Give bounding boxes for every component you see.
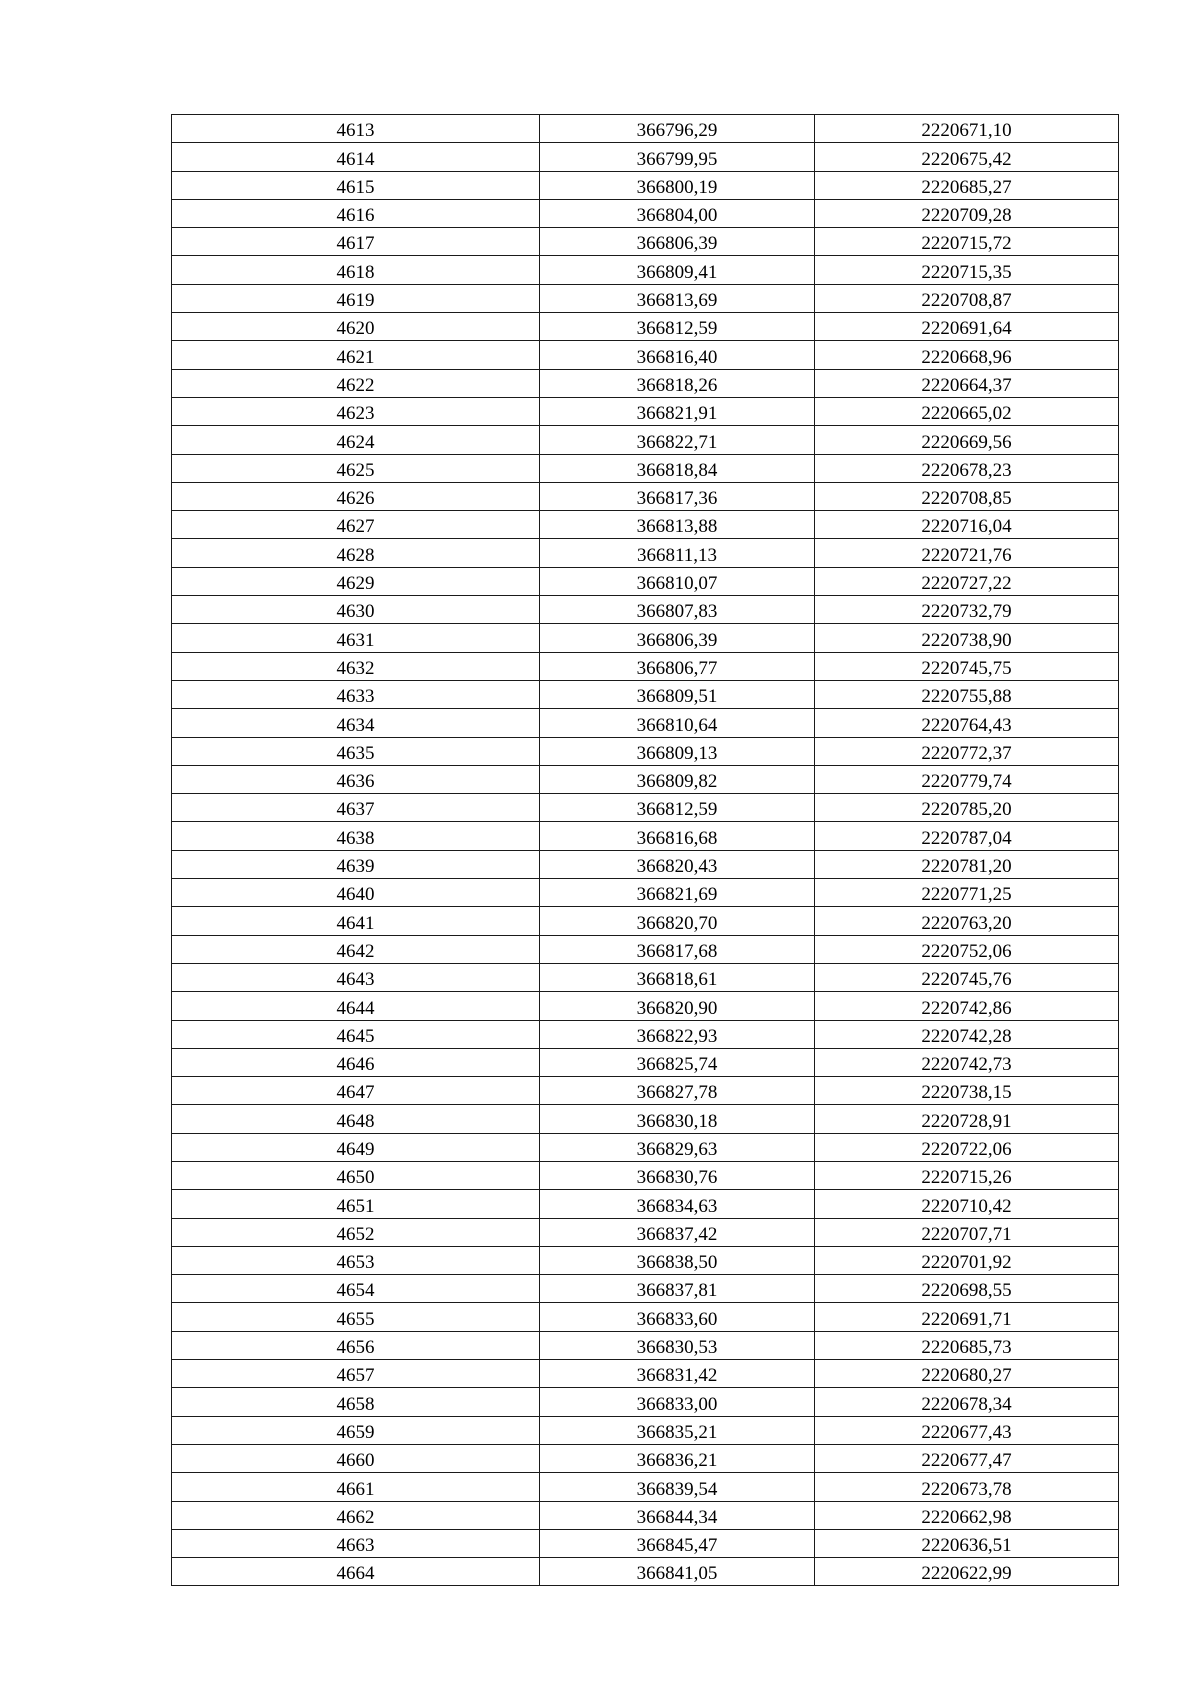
- y-coordinate-cell: 2220721,76: [815, 539, 1119, 567]
- table-row: [172, 680, 1119, 708]
- y-coordinate-cell: 2220677,43: [815, 1416, 1119, 1444]
- y-coordinate-cell: 2220742,86: [815, 992, 1119, 1020]
- point-number-cell: 4628: [172, 539, 540, 567]
- x-coordinate-cell: 366822,93: [540, 1020, 815, 1048]
- x-coordinate-cell: 366833,60: [540, 1303, 815, 1331]
- point-number-cell: 4657: [172, 1360, 540, 1388]
- point-number-cell: 4637: [172, 794, 540, 822]
- x-coordinate-cell: 366816,68: [540, 822, 815, 850]
- y-coordinate-cell: 2220716,04: [815, 511, 1119, 539]
- x-coordinate-cell: 366836,21: [540, 1444, 815, 1472]
- x-coordinate-cell: 366821,69: [540, 879, 815, 907]
- table-row: [172, 1444, 1119, 1472]
- table-row: [172, 1388, 1119, 1416]
- point-number-cell: 4622: [172, 369, 540, 397]
- table-row: [172, 1246, 1119, 1274]
- point-number-cell: 4629: [172, 567, 540, 595]
- table-row: [172, 1473, 1119, 1501]
- table-row: [172, 822, 1119, 850]
- point-number-cell: 4661: [172, 1473, 540, 1501]
- table-row: [172, 652, 1119, 680]
- table-row: [172, 539, 1119, 567]
- y-coordinate-cell: 2220727,22: [815, 567, 1119, 595]
- y-coordinate-cell: 2220664,37: [815, 369, 1119, 397]
- y-coordinate-cell: 2220701,92: [815, 1246, 1119, 1274]
- x-coordinate-cell: 366834,63: [540, 1190, 815, 1218]
- y-coordinate-cell: 2220708,85: [815, 482, 1119, 510]
- y-coordinate-cell: 2220709,28: [815, 199, 1119, 227]
- point-number-cell: 4638: [172, 822, 540, 850]
- table-row: [172, 341, 1119, 369]
- x-coordinate-cell: 366800,19: [540, 171, 815, 199]
- x-coordinate-cell: 366810,07: [540, 567, 815, 595]
- point-number-cell: 4615: [172, 171, 540, 199]
- point-number-cell: 4641: [172, 907, 540, 935]
- x-coordinate-cell: 366804,00: [540, 199, 815, 227]
- x-coordinate-cell: 366799,95: [540, 143, 815, 171]
- x-coordinate-cell: 366825,74: [540, 1048, 815, 1076]
- x-coordinate-cell: 366806,39: [540, 228, 815, 256]
- x-coordinate-cell: 366833,00: [540, 1388, 815, 1416]
- table-row: [172, 1048, 1119, 1076]
- point-number-cell: 4636: [172, 765, 540, 793]
- y-coordinate-cell: 2220742,73: [815, 1048, 1119, 1076]
- x-coordinate-cell: 366844,34: [540, 1501, 815, 1529]
- y-coordinate-cell: 2220685,27: [815, 171, 1119, 199]
- point-number-cell: 4639: [172, 850, 540, 878]
- y-coordinate-cell: 2220668,96: [815, 341, 1119, 369]
- y-coordinate-cell: 2220691,64: [815, 313, 1119, 341]
- x-coordinate-cell: 366821,91: [540, 397, 815, 425]
- table-row: [172, 1161, 1119, 1189]
- x-coordinate-cell: 366830,18: [540, 1105, 815, 1133]
- point-number-cell: 4660: [172, 1444, 540, 1472]
- point-number-cell: 4633: [172, 680, 540, 708]
- x-coordinate-cell: 366812,59: [540, 794, 815, 822]
- point-number-cell: 4658: [172, 1388, 540, 1416]
- y-coordinate-cell: 2220707,71: [815, 1218, 1119, 1246]
- x-coordinate-cell: 366820,90: [540, 992, 815, 1020]
- point-number-cell: 4634: [172, 709, 540, 737]
- y-coordinate-cell: 2220732,79: [815, 596, 1119, 624]
- point-number-cell: 4653: [172, 1246, 540, 1274]
- table-row: [172, 1077, 1119, 1105]
- point-number-cell: 4644: [172, 992, 540, 1020]
- x-coordinate-cell: 366835,21: [540, 1416, 815, 1444]
- table-row: [172, 1303, 1119, 1331]
- y-coordinate-cell: 2220678,23: [815, 454, 1119, 482]
- x-coordinate-cell: 366817,36: [540, 482, 815, 510]
- point-number-cell: 4623: [172, 397, 540, 425]
- x-coordinate-cell: 366827,78: [540, 1077, 815, 1105]
- x-coordinate-cell: 366837,42: [540, 1218, 815, 1246]
- x-coordinate-cell: 366820,43: [540, 850, 815, 878]
- x-coordinate-cell: 366806,77: [540, 652, 815, 680]
- x-coordinate-cell: 366809,82: [540, 765, 815, 793]
- y-coordinate-cell: 2220772,37: [815, 737, 1119, 765]
- x-coordinate-cell: 366811,13: [540, 539, 815, 567]
- point-number-cell: 4618: [172, 256, 540, 284]
- table-row: [172, 992, 1119, 1020]
- x-coordinate-cell: 366812,59: [540, 313, 815, 341]
- x-coordinate-cell: 366837,81: [540, 1275, 815, 1303]
- point-number-cell: 4619: [172, 284, 540, 312]
- table-row: [172, 143, 1119, 171]
- y-coordinate-cell: 2220671,10: [815, 115, 1119, 143]
- x-coordinate-cell: 366810,64: [540, 709, 815, 737]
- y-coordinate-cell: 2220665,02: [815, 397, 1119, 425]
- y-coordinate-cell: 2220715,72: [815, 228, 1119, 256]
- y-coordinate-cell: 2220742,28: [815, 1020, 1119, 1048]
- x-coordinate-cell: 366839,54: [540, 1473, 815, 1501]
- coordinates-table: [171, 114, 1119, 1586]
- table-row: [172, 737, 1119, 765]
- table-row: [172, 596, 1119, 624]
- x-coordinate-cell: 366838,50: [540, 1246, 815, 1274]
- table-row: [172, 1501, 1119, 1529]
- x-coordinate-cell: 366813,88: [540, 511, 815, 539]
- table-row: [172, 1416, 1119, 1444]
- y-coordinate-cell: 2220678,34: [815, 1388, 1119, 1416]
- x-coordinate-cell: 366817,68: [540, 935, 815, 963]
- point-number-cell: 4617: [172, 228, 540, 256]
- point-number-cell: 4631: [172, 624, 540, 652]
- y-coordinate-cell: 2220745,76: [815, 963, 1119, 991]
- x-coordinate-cell: 366809,51: [540, 680, 815, 708]
- table-row: [172, 1020, 1119, 1048]
- point-number-cell: 4614: [172, 143, 540, 171]
- x-coordinate-cell: 366841,05: [540, 1558, 815, 1586]
- table-row: [172, 794, 1119, 822]
- table-row: [172, 765, 1119, 793]
- point-number-cell: 4650: [172, 1161, 540, 1189]
- point-number-cell: 4625: [172, 454, 540, 482]
- point-number-cell: 4647: [172, 1077, 540, 1105]
- table-row: [172, 454, 1119, 482]
- y-coordinate-cell: 2220781,20: [815, 850, 1119, 878]
- y-coordinate-cell: 2220752,06: [815, 935, 1119, 963]
- table-row: [172, 1190, 1119, 1218]
- point-number-cell: 4624: [172, 426, 540, 454]
- point-number-cell: 4627: [172, 511, 540, 539]
- point-number-cell: 4663: [172, 1529, 540, 1557]
- point-number-cell: 4656: [172, 1331, 540, 1359]
- y-coordinate-cell: 2220708,87: [815, 284, 1119, 312]
- point-number-cell: 4613: [172, 115, 540, 143]
- point-number-cell: 4662: [172, 1501, 540, 1529]
- x-coordinate-cell: 366818,26: [540, 369, 815, 397]
- table-row: [172, 624, 1119, 652]
- x-coordinate-cell: 366830,53: [540, 1331, 815, 1359]
- x-coordinate-cell: 366813,69: [540, 284, 815, 312]
- table-row: [172, 228, 1119, 256]
- point-number-cell: 4632: [172, 652, 540, 680]
- point-number-cell: 4664: [172, 1558, 540, 1586]
- x-coordinate-cell: 366809,13: [540, 737, 815, 765]
- x-coordinate-cell: 366829,63: [540, 1133, 815, 1161]
- coordinates-table-body: [172, 115, 1119, 1586]
- table-row: [172, 907, 1119, 935]
- table-row: [172, 369, 1119, 397]
- table-row: [172, 199, 1119, 227]
- y-coordinate-cell: 2220715,26: [815, 1161, 1119, 1189]
- y-coordinate-cell: 2220738,90: [815, 624, 1119, 652]
- y-coordinate-cell: 2220745,75: [815, 652, 1119, 680]
- point-number-cell: 4655: [172, 1303, 540, 1331]
- table-row: [172, 850, 1119, 878]
- table-row: [172, 879, 1119, 907]
- x-coordinate-cell: 366845,47: [540, 1529, 815, 1557]
- x-coordinate-cell: 366807,83: [540, 596, 815, 624]
- y-coordinate-cell: 2220691,71: [815, 1303, 1119, 1331]
- y-coordinate-cell: 2220763,20: [815, 907, 1119, 935]
- point-number-cell: 4616: [172, 199, 540, 227]
- table-row: [172, 397, 1119, 425]
- x-coordinate-cell: 366809,41: [540, 256, 815, 284]
- y-coordinate-cell: 2220722,06: [815, 1133, 1119, 1161]
- point-number-cell: 4630: [172, 596, 540, 624]
- y-coordinate-cell: 2220764,43: [815, 709, 1119, 737]
- y-coordinate-cell: 2220715,35: [815, 256, 1119, 284]
- y-coordinate-cell: 2220755,88: [815, 680, 1119, 708]
- y-coordinate-cell: 2220673,78: [815, 1473, 1119, 1501]
- x-coordinate-cell: 366818,61: [540, 963, 815, 991]
- table-row: [172, 115, 1119, 143]
- x-coordinate-cell: 366818,84: [540, 454, 815, 482]
- table-row: [172, 1529, 1119, 1557]
- point-number-cell: 4620: [172, 313, 540, 341]
- table-row: [172, 482, 1119, 510]
- point-number-cell: 4642: [172, 935, 540, 963]
- table-row: [172, 963, 1119, 991]
- point-number-cell: 4643: [172, 963, 540, 991]
- y-coordinate-cell: 2220785,20: [815, 794, 1119, 822]
- y-coordinate-cell: 2220787,04: [815, 822, 1119, 850]
- x-coordinate-cell: 366806,39: [540, 624, 815, 652]
- y-coordinate-cell: 2220675,42: [815, 143, 1119, 171]
- point-number-cell: 4652: [172, 1218, 540, 1246]
- point-number-cell: 4635: [172, 737, 540, 765]
- table-row: [172, 1133, 1119, 1161]
- y-coordinate-cell: 2220669,56: [815, 426, 1119, 454]
- y-coordinate-cell: 2220710,42: [815, 1190, 1119, 1218]
- table-row: [172, 1105, 1119, 1133]
- y-coordinate-cell: 2220636,51: [815, 1529, 1119, 1557]
- table-row: [172, 313, 1119, 341]
- point-number-cell: 4640: [172, 879, 540, 907]
- y-coordinate-cell: 2220677,47: [815, 1444, 1119, 1472]
- table-row: [172, 284, 1119, 312]
- point-number-cell: 4649: [172, 1133, 540, 1161]
- y-coordinate-cell: 2220698,55: [815, 1275, 1119, 1303]
- y-coordinate-cell: 2220771,25: [815, 879, 1119, 907]
- table-row: [172, 935, 1119, 963]
- point-number-cell: 4626: [172, 482, 540, 510]
- point-number-cell: 4646: [172, 1048, 540, 1076]
- table-row: [172, 1218, 1119, 1246]
- table-row: [172, 1331, 1119, 1359]
- table-row: [172, 1360, 1119, 1388]
- table-row: [172, 567, 1119, 595]
- table-row: [172, 1558, 1119, 1586]
- point-number-cell: 4654: [172, 1275, 540, 1303]
- table-row: [172, 1275, 1119, 1303]
- point-number-cell: 4659: [172, 1416, 540, 1444]
- point-number-cell: 4621: [172, 341, 540, 369]
- point-number-cell: 4648: [172, 1105, 540, 1133]
- x-coordinate-cell: 366831,42: [540, 1360, 815, 1388]
- y-coordinate-cell: 2220680,27: [815, 1360, 1119, 1388]
- y-coordinate-cell: 2220685,73: [815, 1331, 1119, 1359]
- table-row: [172, 511, 1119, 539]
- y-coordinate-cell: 2220779,74: [815, 765, 1119, 793]
- point-number-cell: 4651: [172, 1190, 540, 1218]
- x-coordinate-cell: 366816,40: [540, 341, 815, 369]
- y-coordinate-cell: 2220662,98: [815, 1501, 1119, 1529]
- x-coordinate-cell: 366820,70: [540, 907, 815, 935]
- x-coordinate-cell: 366830,76: [540, 1161, 815, 1189]
- table-row: [172, 709, 1119, 737]
- table-row: [172, 426, 1119, 454]
- x-coordinate-cell: 366822,71: [540, 426, 815, 454]
- y-coordinate-cell: 2220738,15: [815, 1077, 1119, 1105]
- point-number-cell: 4645: [172, 1020, 540, 1048]
- x-coordinate-cell: 366796,29: [540, 115, 815, 143]
- table-row: [172, 171, 1119, 199]
- y-coordinate-cell: 2220622,99: [815, 1558, 1119, 1586]
- y-coordinate-cell: 2220728,91: [815, 1105, 1119, 1133]
- table-row: [172, 256, 1119, 284]
